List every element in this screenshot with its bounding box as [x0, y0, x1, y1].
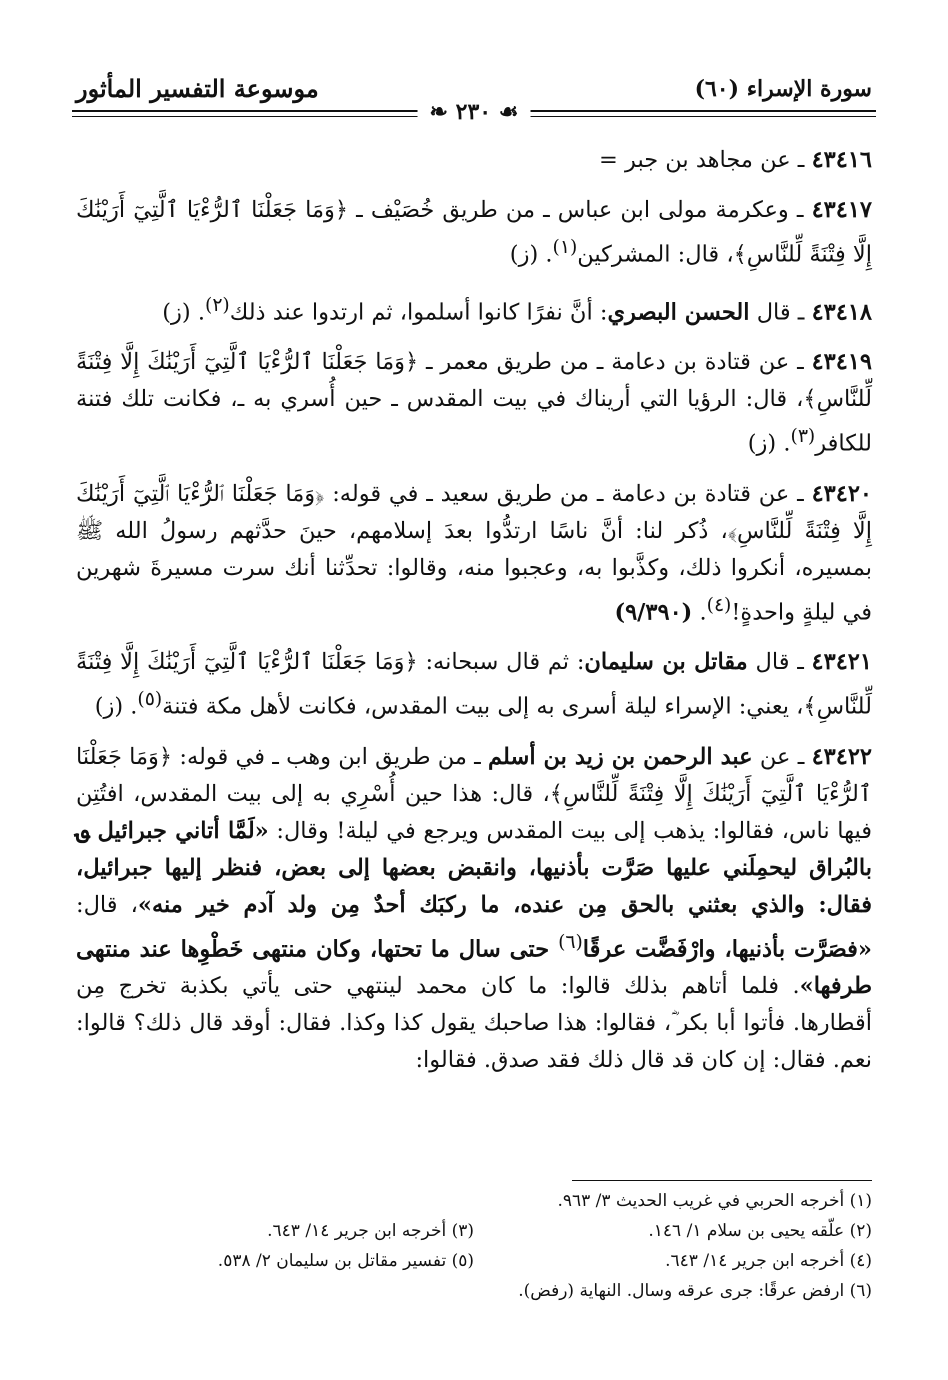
hadith-text: «فصَرَّت بأذنيها، وارْفَضَّت عرقًا	[582, 936, 872, 962]
entry-43416	[76, 142, 872, 179]
entry-number: ٤٣٤١٨	[811, 299, 872, 325]
entry-number: ٤٣٤١٦	[811, 147, 872, 173]
entry-number: ٤٣٤٢٠	[811, 480, 873, 507]
entry-43420	[76, 476, 872, 632]
book-title: موسوعة التفسير المأثور	[76, 74, 319, 103]
entry-43419	[76, 344, 872, 463]
entry-text: ـ قال	[747, 649, 812, 675]
footnote-ref: (٢)	[205, 294, 230, 316]
footnote-ref: (٦)	[558, 931, 583, 953]
entry-text: ، ذُكر لنا: أنَّ ناسًا ارتدُّوا بعدَ إسلامهم، حينَ حدَّثهم رسولُ الله ﷺ بمسيره، أنكروا ذلك، وكذَّبوا به، وعجبوا منه، وقالوا: تحدِّثنا أنك سرت مسيرةَ شهرين في ليلةٍ واحدةٍ!	[76, 517, 872, 625]
entry-text: . (ز)	[747, 430, 791, 457]
entry-text: .	[692, 599, 707, 625]
entry-text: . (ز)	[509, 241, 553, 268]
footnote-4: (٤) أخرجه ابن جرير ١٤/ ٦٤٣.	[665, 1251, 872, 1271]
entry-number: ٤٣٤٢٢	[811, 743, 873, 770]
hadith-text: «لَمَّا أتاني جبرائيل ؈ بالبُراق ليحمِلَني عليها صَرَّت بأذنيها، وانقبض بعضها إلى بعض، فنظر إليها جبرائيل، فقال: والذي بعثني بالحق مِن عنده، ما ركبَك أحدٌ مِن ولد آدم خير منه»	[76, 817, 872, 918]
footnote-ref: (٤)	[706, 594, 732, 616]
footnote-ref: (٣)	[790, 426, 816, 447]
page-number: ❧ ٢٣٠ ☙	[418, 99, 531, 125]
entry-text: ، قال:	[76, 891, 138, 918]
volume-reference: (٩/٣٩٠)	[614, 599, 693, 625]
entry-text: . (ز)	[94, 693, 138, 720]
entry-text: ـ وعكرمة مولى ابن عباس ـ من طريق خُصَيْف ـ	[348, 197, 812, 223]
quran-verse: ﴿وَمَا جَعَلْنَا ٱلرُّءْيَا ٱلَّتِيٓ أَرَيْنَٰكَ إِلَّا فِتْنَةً لِّلنَّاسِ﴾	[76, 349, 872, 412]
entry-text: . فلما أتاهم بذلك قالوا: ما كان محمد لينتهي حتى يأتي بكذبة تخرج مِن أقطارها. فأتوا أبا بكر ؓ، فقالوا: هذا صاحبك يقول كذا وكذا. فقال: أوقد قال ذلك؟ قالوا: نعم. فقال: إن كان قد قال ذلك فقد صدق. فقالوا:	[76, 973, 872, 1073]
entry-number: ٤٣٤٢١	[811, 649, 872, 675]
narrator-name: الحسن البصري	[607, 299, 750, 325]
footnote-1: (١) أخرجه الحربي في غريب الحديث ٣/ ٩٦٣.	[557, 1191, 872, 1211]
entry-text: . (ز)	[162, 299, 205, 325]
entry-43421	[76, 644, 872, 726]
entry-43417	[76, 192, 872, 274]
entry-text: ، يعني: الإسراء ليلة أسرى به إلى بيت المقدس، فكانت لأهل مكة فتنة	[162, 693, 804, 720]
quran-verse: ﴿وَمَا جَعَلْنَا ٱلرُّءْيَا ٱلَّتِيٓ أَرَيْنَٰكَ إِلَّا فِتْنَةً لِّلنَّاسِ﴾	[76, 197, 872, 268]
entry-text: ، قال: هذا حين أُسْرِي به إلى بيت المقدس، افتُتِن فيها ناس، فقالوا: يذهب إلى بيت المقدس ويرجع في ليلة! وقال:	[76, 780, 872, 844]
hadith-text: حتى سال ما تحتها، وكان منتهى خَطْوِها عند منتهى طرفها»	[76, 936, 872, 999]
footnote-row	[76, 1246, 872, 1276]
entry-number: ٤٣٤١٧	[811, 197, 872, 223]
quran-verse: ﴿وَمَا جَعَلْنَا ٱلرُّءْيَا ٱلَّتِيٓ أَرَيْنَٰكَ إِلَّا فِتْنَةً لِّلنَّاسِ﴾	[76, 743, 872, 807]
entry-text: ـ عن قتادة بن دعامة ـ من طريق سعيد ـ في قوله:	[324, 480, 812, 507]
footnote-ref: (١)	[552, 237, 578, 258]
quran-verse: ﴿وَمَا جَعَلْنَا ٱلرُّءْيَا ٱلَّتِيٓ أَرَيْنَٰكَ إِلَّا فِتْنَةً لِّلنَّاسِ﴾	[76, 649, 872, 720]
entry-text: ـ عن مجاهد بن جبر =	[599, 147, 812, 173]
entry-text: ـ من طريق ابن وهب ـ في قوله:	[172, 743, 489, 770]
narrator-name: عبد الرحمن بن زيد بن أسلم	[488, 743, 753, 770]
footnote-ref: (٥)	[137, 689, 163, 710]
entry-text: ـ عن قتادة بن دعامة ـ من طريق معمر ـ	[418, 349, 812, 375]
footnote-row	[76, 1216, 872, 1246]
quran-verse: ﴿وَمَا جَعَلْنَا ٱلرُّءْيَا ٱلَّتِيٓ أَرَيْنَٰكَ إِلَّا فِتْنَةً لِّلنَّاسِ﴾	[76, 480, 872, 544]
entry-text: ، قال: المشركين	[577, 241, 734, 268]
entry-number: ٤٣٤١٩	[811, 349, 872, 375]
entry-text: : أنَّ نفرًا كانوا أسلموا، ثم ارتدوا عند ذلك	[229, 299, 608, 325]
main-text	[76, 142, 872, 1092]
entry-text: ، قال: الرؤيا التي أريناك في بيت المقدس ـ حين أُسري به ـ، فكانت تلك فتنة للكافر	[76, 386, 872, 457]
narrator-name: مقاتل بن سليمان	[584, 649, 748, 675]
footnote-3: (٣) أخرجه ابن جرير ١٤/ ٦٤٣.	[267, 1221, 474, 1241]
footnotes	[76, 1186, 872, 1306]
footnote-divider	[572, 1180, 872, 1181]
entry-text: ـ قال	[749, 299, 812, 325]
entry-43422	[76, 739, 872, 1080]
footnote-2: (٢) علّقه يحيى بن سلام ١/ ١٤٦.	[648, 1221, 872, 1241]
footnote-6: (٦) ارفض عرقًا: جرى عرقه وسال. النهاية (رفض).	[518, 1281, 872, 1301]
entry-text: ـ عن	[752, 743, 812, 770]
surah-title: سورة الإسراء (٦٠)	[694, 76, 872, 102]
entry-43418	[76, 287, 872, 332]
page-header	[72, 66, 876, 126]
entry-text: : ثم قال سبحانه:	[417, 649, 585, 675]
footnote-5: (٥) تفسير مقاتل بن سليمان ٢/ ٥٣٨.	[217, 1251, 474, 1271]
